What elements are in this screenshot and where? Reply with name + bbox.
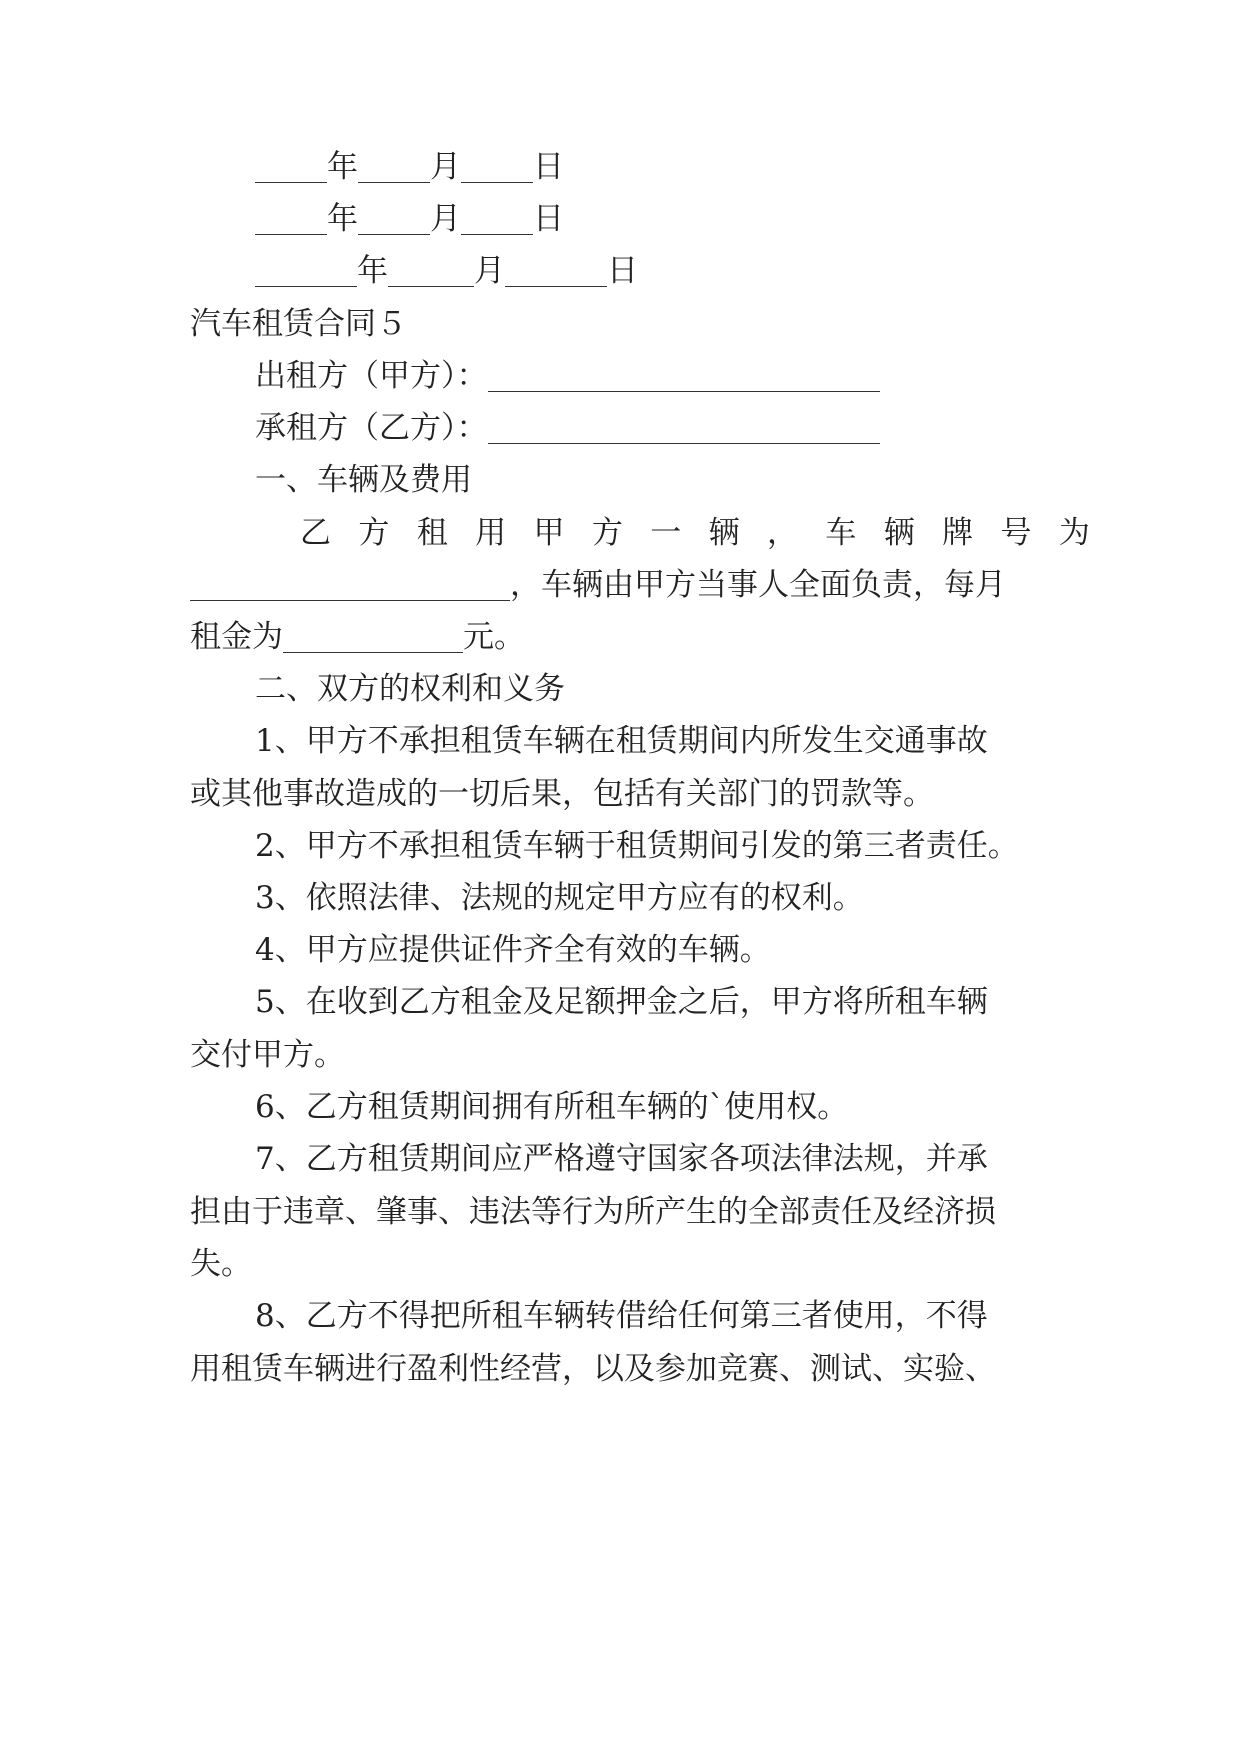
spread-char: 号 (1000, 515, 1032, 551)
lessor-blank (488, 361, 880, 392)
section1-heading: 一、车辆及费用 (255, 462, 472, 498)
item6: 6、乙方租赁期间拥有所租车辆的`使用权。 (255, 1089, 849, 1125)
month-label: 月 (474, 253, 505, 289)
rent-label: 租金为 (190, 619, 283, 655)
section2-heading: 二、双方的权利和义务 (255, 671, 565, 707)
lessor-line (255, 357, 1135, 395)
plate-number-blank (190, 570, 510, 601)
date-line-2 (255, 200, 1135, 238)
item8-line1: 8、乙方不得把所租车辆转借给任何第三者使用，不得 (255, 1298, 988, 1334)
spread-char: 为 (1058, 515, 1090, 551)
spread-char: 乙 (300, 515, 331, 551)
blank-field (505, 256, 607, 287)
spread-char: 一 (650, 515, 682, 551)
item7-line2: 担由于违章、肇事、违法等行为所产生的全部责任及经济损 (190, 1194, 996, 1230)
blank-field (358, 152, 430, 183)
blank-field (255, 204, 327, 235)
spread-char: 方 (591, 515, 623, 551)
spread-char: 甲 (533, 515, 565, 551)
blank-field (461, 204, 533, 235)
lessor-label: 出租方（甲方）： (255, 358, 488, 394)
spread-char: 车 (825, 515, 857, 551)
spread-char: 辆 (883, 515, 915, 551)
spread-char: ， (767, 515, 798, 551)
section1-line2-text: ，车辆由甲方当事人全面负责，每月 (510, 567, 1006, 603)
blank-field (358, 204, 430, 235)
item7-line1: 7、乙方租赁期间应严格遵守国家各项法律法规，并承 (255, 1141, 988, 1177)
month-label: 月 (430, 149, 461, 185)
item8-line2: 用租赁车辆进行盈利性经营，以及参加竞赛、测试、实验、 (190, 1351, 996, 1387)
spread-char: 用 (475, 515, 507, 551)
day-label: 日 (607, 253, 638, 289)
section1-line3 (190, 618, 1070, 656)
section1-line2 (190, 566, 1070, 604)
section1-line1 (300, 514, 1180, 552)
year-label: 年 (327, 201, 358, 237)
item7-line3: 失。 (190, 1246, 252, 1282)
spread-char: 租 (416, 515, 448, 551)
lessee-label: 承租方（乙方）： (255, 410, 488, 446)
item2: 2、甲方不承担租赁车辆于租赁期间引发的第三者责任。 (255, 828, 1019, 864)
item5-line2: 交付甲方。 (190, 1037, 345, 1073)
spread-text (300, 514, 1090, 552)
blank-field (255, 256, 357, 287)
rent-blank (283, 622, 463, 653)
day-label: 日 (533, 149, 564, 185)
year-label: 年 (327, 149, 358, 185)
item5-line1: 5、在收到乙方租金及足额押金之后，甲方将所租车辆 (255, 984, 988, 1020)
spread-char: 方 (358, 515, 390, 551)
date-line-3 (255, 252, 1135, 290)
blank-field (461, 152, 533, 183)
document-title: 汽车租赁合同５ (190, 306, 407, 342)
item1-line1: 1、甲方不承担租赁车辆在租赁期间内所发生交通事故 (255, 723, 988, 759)
lessee-blank (488, 413, 880, 444)
spread-char: 牌 (942, 515, 974, 551)
rent-unit: 元。 (463, 619, 525, 655)
item4: 4、甲方应提供证件齐全有效的车辆。 (255, 932, 771, 968)
item1-line2: 或其他事故造成的一切后果，包括有关部门的罚款等。 (190, 776, 934, 812)
blank-field (388, 256, 474, 287)
day-label: 日 (533, 201, 564, 237)
month-label: 月 (430, 201, 461, 237)
blank-field (255, 152, 327, 183)
lessee-line (255, 409, 1135, 447)
spread-char: 辆 (708, 515, 740, 551)
date-line-1 (255, 148, 1135, 186)
year-label: 年 (357, 253, 388, 289)
item3: 3、依照法律、法规的规定甲方应有的权利。 (255, 880, 864, 916)
